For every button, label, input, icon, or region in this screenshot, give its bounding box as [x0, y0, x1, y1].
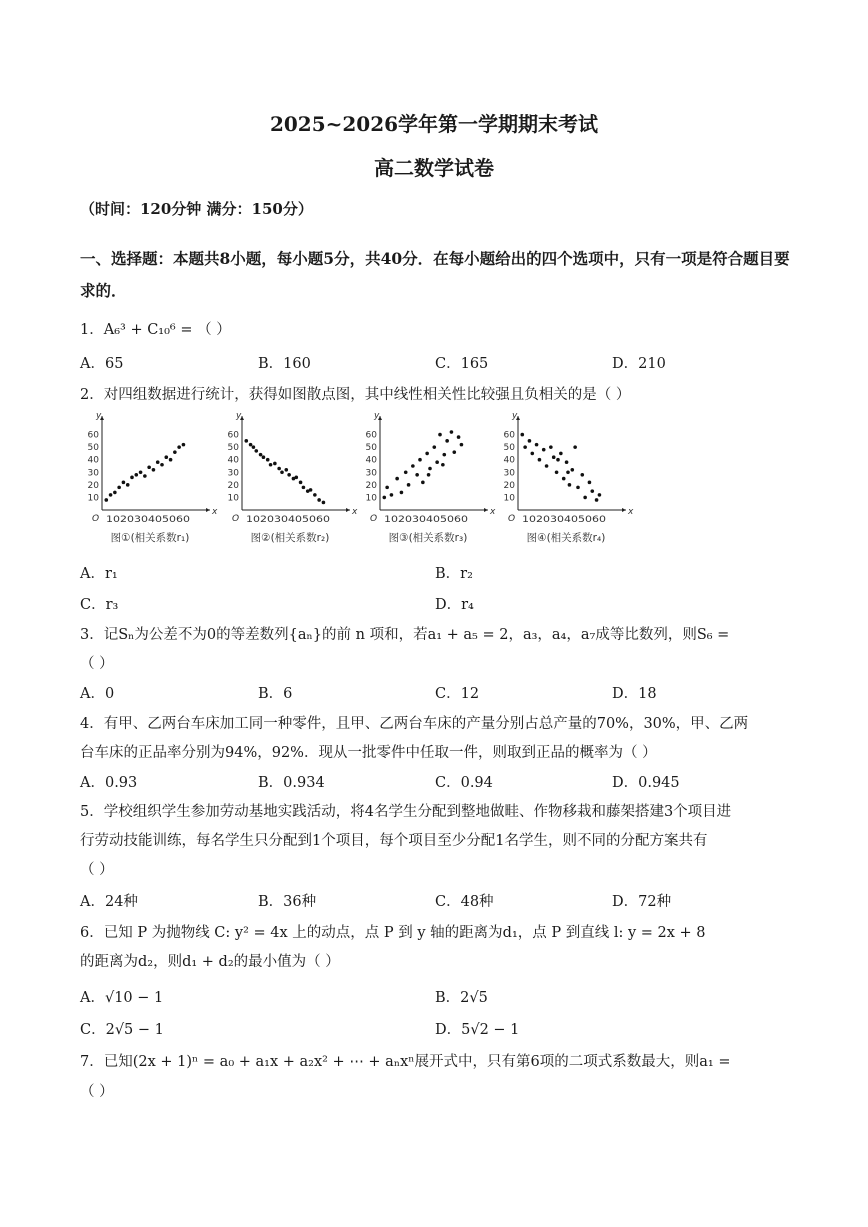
y-tick-label: 60 — [87, 430, 99, 441]
scatter-chart-4 — [496, 412, 636, 547]
q2-text: 2．对四组数据进行统计，获得如图散点图，其中线性相关性比较强且负相关的是（ ） — [80, 387, 631, 403]
q6-option-a: A．√10 − 1 — [80, 990, 164, 1006]
scatter-point — [450, 430, 454, 434]
scatter-point — [284, 468, 288, 472]
q4-option-b: B．0.934 — [258, 775, 325, 791]
chart-caption-2: 图②(相关系数r₂) — [250, 532, 330, 544]
scatter-point — [244, 439, 248, 443]
x-axis-arrow — [206, 508, 210, 512]
scatter-point — [570, 468, 574, 472]
scatter-point — [573, 445, 577, 449]
scatter-point — [294, 476, 298, 480]
q1-text — [80, 318, 231, 339]
y-tick-label: 20 — [227, 480, 239, 491]
scatter-point — [395, 477, 399, 481]
q4-text-line2: 台车床的正品率分别为94%，92%．现从一批零件中任取一件，则取到正品的概率为（ ） — [80, 745, 657, 761]
scatter-point — [565, 460, 569, 464]
y-tick-label: 10 — [87, 493, 99, 504]
scatter-point — [139, 470, 143, 474]
scatter-point — [549, 445, 553, 449]
scatter-point — [552, 455, 556, 459]
y-tick-label: 30 — [227, 468, 239, 479]
q1-expression: A₆³ + C₁₀⁶ = （ ） — [103, 322, 231, 338]
scatter-point — [382, 496, 386, 500]
scatter-point — [427, 473, 431, 477]
scatter-point — [109, 493, 113, 497]
scatter-chart-3 — [358, 412, 498, 547]
scatter-point — [169, 458, 173, 462]
section-heading: 一、选择题：本题共8小题，每小题5分，共40分．在每小题给出的四个选项中，只有一项是符合题目要求的． — [80, 249, 790, 300]
scatter-svg-4 — [496, 412, 636, 527]
y-tick-label: 40 — [227, 455, 239, 466]
scatter-point — [104, 498, 108, 502]
scatter-point — [117, 486, 121, 490]
chart-caption-4: 图④(相关系数r₄) — [526, 532, 606, 544]
q2-option-b: B．r₂ — [435, 566, 473, 582]
q1-option-a: A．65 — [80, 356, 124, 372]
y-tick-label: 60 — [227, 430, 239, 441]
y-axis-label: y — [512, 412, 518, 421]
exam-subtitle: 高二数学试卷 — [374, 156, 494, 180]
x-axis-label: x — [628, 507, 634, 517]
q5-text-line2: 行劳动技能训练，每名学生只分配到1个项目，每个项目至少分配1名学生，则不同的分配方案共有 — [80, 833, 708, 849]
scatter-point — [173, 450, 177, 454]
scatter-point — [143, 474, 147, 478]
y-tick-label: 10 — [503, 493, 515, 504]
x-axis-arrow — [622, 508, 626, 512]
q3-text: 3．记Sₙ为公差不为0的等差数列{aₙ}的前 n 项和，若a₁ + a₅ = 2，a₃，a₄，a₇成等比数列，则S₆ = — [80, 627, 730, 643]
scatter-point — [438, 433, 442, 437]
scatter-svg-2 — [220, 412, 360, 527]
y-tick-label: 40 — [87, 455, 99, 466]
q1-option-c: C．165 — [435, 356, 489, 372]
x-axis-arrow — [346, 508, 350, 512]
scatter-point — [568, 483, 572, 487]
q1-number: 1． — [80, 322, 104, 338]
scatter-point — [545, 464, 549, 468]
origin-label: O — [92, 514, 100, 524]
scatter-point — [269, 463, 273, 467]
y-tick-label: 50 — [87, 443, 99, 454]
scatter-point — [287, 473, 291, 477]
scatter-point — [262, 455, 266, 459]
y-axis-label: y — [96, 412, 102, 421]
y-tick-label: 50 — [365, 443, 377, 454]
y-tick-label: 60 — [365, 430, 377, 441]
scatter-point — [407, 483, 411, 487]
y-tick-label: 30 — [365, 468, 377, 479]
scatter-point — [528, 439, 532, 443]
scatter-point — [576, 486, 580, 490]
x-tick-labels: 102030405060 — [522, 515, 607, 525]
q6-option-d: D．5√2 − 1 — [435, 1022, 520, 1038]
x-axis-label: x — [490, 507, 496, 517]
scatter-point — [566, 470, 570, 474]
q5-option-d: D．72种 — [612, 894, 672, 910]
scatter-point — [277, 467, 281, 471]
chart-caption-3: 图③(相关系数r₃) — [388, 532, 468, 544]
time-info: （时间：120分钟 满分：150分） — [80, 200, 313, 218]
scatter-point — [562, 477, 566, 481]
scatter-point — [252, 445, 256, 449]
origin-label: O — [508, 514, 516, 524]
scatter-point — [400, 491, 404, 495]
q7-text-line1: 7．已知(2x + 1)ⁿ = a₀ + a₁x + a₂x² + ⋯ + aₙxⁿ展开式中，只有第6项的二项式系数最大，则a₁ = — [80, 1054, 731, 1070]
scatter-point — [535, 443, 539, 447]
scatter-point — [418, 458, 422, 462]
scatter-point — [122, 481, 126, 485]
q2-option-d: D．r₄ — [435, 597, 474, 613]
scatter-chart-2 — [220, 412, 360, 547]
scatter-point — [441, 463, 445, 467]
scatter-point — [452, 450, 456, 454]
chart-caption-1: 图①(相关系数r₁) — [110, 532, 190, 544]
y-tick-label: 10 — [365, 493, 377, 504]
scatter-point — [590, 489, 594, 493]
scatter-point — [147, 465, 151, 469]
scatter-point — [445, 439, 449, 443]
q5-paren: （ ） — [80, 862, 114, 878]
scatter-plots — [80, 412, 800, 547]
scatter-point — [182, 443, 186, 447]
y-tick-label: 40 — [365, 455, 377, 466]
q6-text-line1: 6．已知 P 为抛物线 C: y² = 4x 上的动点，点 P 到 y 轴的距离为d₁，点 P 到直线 l: y = 2x + 8 — [80, 925, 706, 941]
y-tick-label: 20 — [503, 480, 515, 491]
scatter-point — [442, 453, 446, 457]
q7-paren: （ ） — [80, 1084, 114, 1100]
q2-option-a: A．r₁ — [80, 566, 118, 582]
y-axis-label: y — [236, 412, 242, 421]
q3-option-b: B．6 — [258, 686, 293, 702]
q6-text-line2: 的距离为d₂，则d₁ + d₂的最小值为（ ） — [80, 954, 340, 970]
scatter-point — [164, 455, 168, 459]
scatter-point — [538, 458, 542, 462]
scatter-point — [559, 452, 563, 456]
q3-option-d: D．18 — [612, 686, 657, 702]
scatter-point — [457, 435, 461, 439]
scatter-point — [152, 468, 156, 472]
scatter-point — [415, 473, 419, 477]
scatter-point — [130, 476, 134, 480]
q4-option-a: A．0.93 — [80, 775, 138, 791]
scatter-point — [435, 460, 439, 464]
q6-option-c: C．2√5 − 1 — [80, 1022, 164, 1038]
scatter-point — [322, 501, 326, 505]
q5-text-line1: 5．学校组织学生参加劳动基地实践活动，将4名学生分配到整地做畦、作物移栽和藤架搭建3个项目进 — [80, 804, 732, 820]
scatter-chart-1 — [80, 412, 220, 547]
scatter-point — [460, 443, 464, 447]
x-axis-arrow — [484, 508, 488, 512]
y-tick-label: 50 — [503, 443, 515, 454]
scatter-point — [302, 486, 306, 490]
x-tick-labels: 102030405060 — [106, 515, 191, 525]
y-tick-label: 20 — [365, 480, 377, 491]
x-axis-label: x — [212, 507, 218, 517]
scatter-point — [428, 467, 432, 471]
x-tick-labels: 102030405060 — [384, 515, 469, 525]
scatter-point — [317, 498, 321, 502]
exam-title: 2025~2026学年第一学期期末考试 — [269, 112, 599, 136]
scatter-point — [160, 463, 164, 467]
y-tick-label: 40 — [503, 455, 515, 466]
y-tick-label: 10 — [227, 493, 239, 504]
scatter-point — [580, 473, 584, 477]
q4-option-d: D．0.945 — [612, 775, 680, 791]
scatter-point — [113, 491, 117, 495]
origin-label: O — [370, 514, 378, 524]
scatter-point — [411, 464, 415, 468]
scatter-svg-3 — [358, 412, 498, 527]
y-tick-label: 60 — [503, 430, 515, 441]
scatter-point — [280, 470, 284, 474]
origin-label: O — [232, 514, 240, 524]
scatter-point — [432, 445, 436, 449]
scatter-point — [390, 493, 394, 497]
x-tick-labels: 102030405060 — [246, 515, 331, 525]
x-axis-label: x — [352, 507, 358, 517]
scatter-point — [583, 496, 587, 500]
scatter-point — [249, 443, 253, 447]
scatter-point — [299, 481, 303, 485]
q2-option-c: C．r₃ — [80, 597, 119, 613]
q1-option-b: B．160 — [258, 356, 311, 372]
scatter-point — [421, 481, 425, 485]
scatter-svg-1 — [80, 412, 220, 527]
scatter-point — [530, 452, 534, 456]
scatter-point — [523, 445, 527, 449]
q3-option-a: A．0 — [80, 686, 115, 702]
scatter-point — [520, 433, 524, 437]
y-tick-label: 20 — [87, 480, 99, 491]
scatter-point — [254, 449, 258, 453]
scatter-point — [556, 458, 560, 462]
scatter-point — [404, 470, 408, 474]
scatter-point — [309, 488, 313, 492]
y-tick-label: 30 — [87, 468, 99, 479]
q4-option-c: C．0.94 — [435, 775, 493, 791]
scatter-point — [425, 452, 429, 456]
scatter-point — [126, 483, 130, 487]
y-tick-label: 30 — [503, 468, 515, 479]
scatter-point — [555, 470, 559, 474]
q3-option-c: C．12 — [435, 686, 480, 702]
scatter-point — [134, 473, 138, 477]
scatter-point — [542, 448, 546, 452]
q5-option-a: A．24种 — [80, 894, 138, 910]
scatter-point — [313, 493, 317, 497]
scatter-point — [588, 481, 592, 485]
q1-option-d: D．210 — [612, 356, 666, 372]
scatter-point — [156, 460, 160, 464]
scatter-point — [273, 462, 277, 466]
q3-paren: （ ） — [80, 656, 114, 672]
scatter-point — [259, 453, 263, 457]
scatter-point — [266, 458, 270, 462]
y-tick-label: 50 — [227, 443, 239, 454]
q6-option-b: B．2√5 — [435, 990, 488, 1006]
scatter-point — [595, 498, 599, 502]
q4-text-line1: 4．有甲、乙两台车床加工同一种零件，且甲、乙两台车床的产量分别占总产量的70%，30%，甲、乙两 — [80, 716, 749, 732]
scatter-point — [385, 486, 389, 490]
q5-option-c: C．48种 — [435, 894, 494, 910]
scatter-point — [598, 493, 602, 497]
y-axis-label: y — [374, 412, 380, 421]
q5-option-b: B．36种 — [258, 894, 317, 910]
scatter-point — [177, 445, 181, 449]
